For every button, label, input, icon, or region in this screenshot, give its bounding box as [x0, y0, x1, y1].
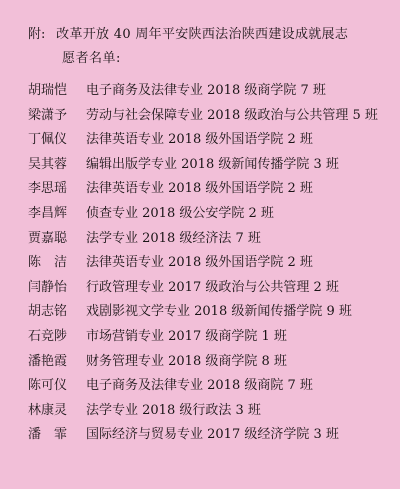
volunteer-name: 潘艳霞	[28, 353, 68, 369]
volunteer-row	[0, 104, 400, 129]
volunteer-major-class: 电子商务及法律专业 2018 级商学院 7 班	[86, 83, 326, 98]
volunteer-major-class: 法学专业 2018 级行政法 3 班	[86, 402, 261, 418]
document-subtitle: 愿者名单:	[62, 51, 121, 66]
volunteer-name: 林康灵	[28, 402, 68, 418]
volunteer-major-class: 戏剧影视文学专业 2018 级新闻传播学院 9 班	[86, 304, 352, 320]
volunteer-list	[0, 79, 400, 448]
volunteer-row	[0, 251, 400, 276]
volunteer-row	[0, 300, 400, 325]
volunteer-row	[0, 202, 400, 227]
volunteer-name: 陈可仪	[28, 378, 68, 394]
volunteer-major-class: 电子商务及法律专业 2018 级商院 7 班	[86, 378, 313, 394]
volunteer-row	[0, 153, 400, 178]
appendix-label: 附:	[28, 27, 46, 42]
volunteer-major-class: 行政管理专业 2017 级政治与公共管理 2 班	[86, 279, 339, 295]
volunteer-name: 陈 洁	[28, 255, 68, 271]
volunteer-major-class: 财务管理专业 2018 级商学院 8 班	[86, 353, 287, 369]
volunteer-row	[0, 276, 400, 301]
volunteer-name: 石竞陟	[28, 328, 68, 344]
volunteer-name: 李昌辉	[28, 205, 68, 221]
volunteer-row	[0, 374, 400, 399]
volunteer-row	[0, 350, 400, 375]
volunteer-major-class: 法学专业 2018 级经济法 7 班	[86, 230, 261, 246]
document-title: 改革开放 40 周年平安陕西法治陕西建设成就展志	[56, 27, 349, 42]
volunteer-major-class: 市场营销专业 2017 级商学院 1 班	[86, 328, 287, 344]
volunteer-name: 李思瑶	[28, 181, 68, 197]
volunteer-major-class: 编辑出版学专业 2018 级新闻传播学院 3 班	[86, 156, 339, 172]
document-header	[28, 26, 348, 44]
volunteer-name: 潘 霏	[28, 427, 68, 443]
volunteer-name: 贾嘉聪	[28, 230, 68, 246]
volunteer-row	[0, 128, 400, 153]
volunteer-name: 梁潇予	[28, 107, 68, 123]
volunteer-major-class: 劳动与社会保障专业 2018 级政治与公共管理 5 班	[86, 107, 378, 123]
volunteer-name: 丁佩仪	[28, 132, 68, 148]
volunteer-row	[0, 325, 400, 350]
volunteer-row	[0, 423, 400, 448]
volunteer-row	[0, 399, 400, 424]
volunteer-row	[0, 79, 400, 104]
volunteer-major-class: 法律英语专业 2018 级外国语学院 2 班	[86, 132, 313, 148]
volunteer-name: 胡瑞恺	[28, 83, 68, 98]
volunteer-name: 胡志铭	[28, 304, 68, 320]
volunteer-row	[0, 177, 400, 202]
volunteer-name: 闫静怡	[28, 279, 68, 295]
volunteer-major-class: 法律英语专业 2018 级外国语学院 2 班	[86, 255, 313, 271]
volunteer-major-class: 国际经济与贸易专业 2017 级经济学院 3 班	[86, 427, 339, 443]
volunteer-name: 吴其蓉	[28, 156, 68, 172]
volunteer-major-class: 侦查专业 2018 级公安学院 2 班	[86, 205, 274, 221]
volunteer-major-class: 法律英语专业 2018 级外国语学院 2 班	[86, 181, 313, 197]
volunteer-row	[0, 227, 400, 252]
